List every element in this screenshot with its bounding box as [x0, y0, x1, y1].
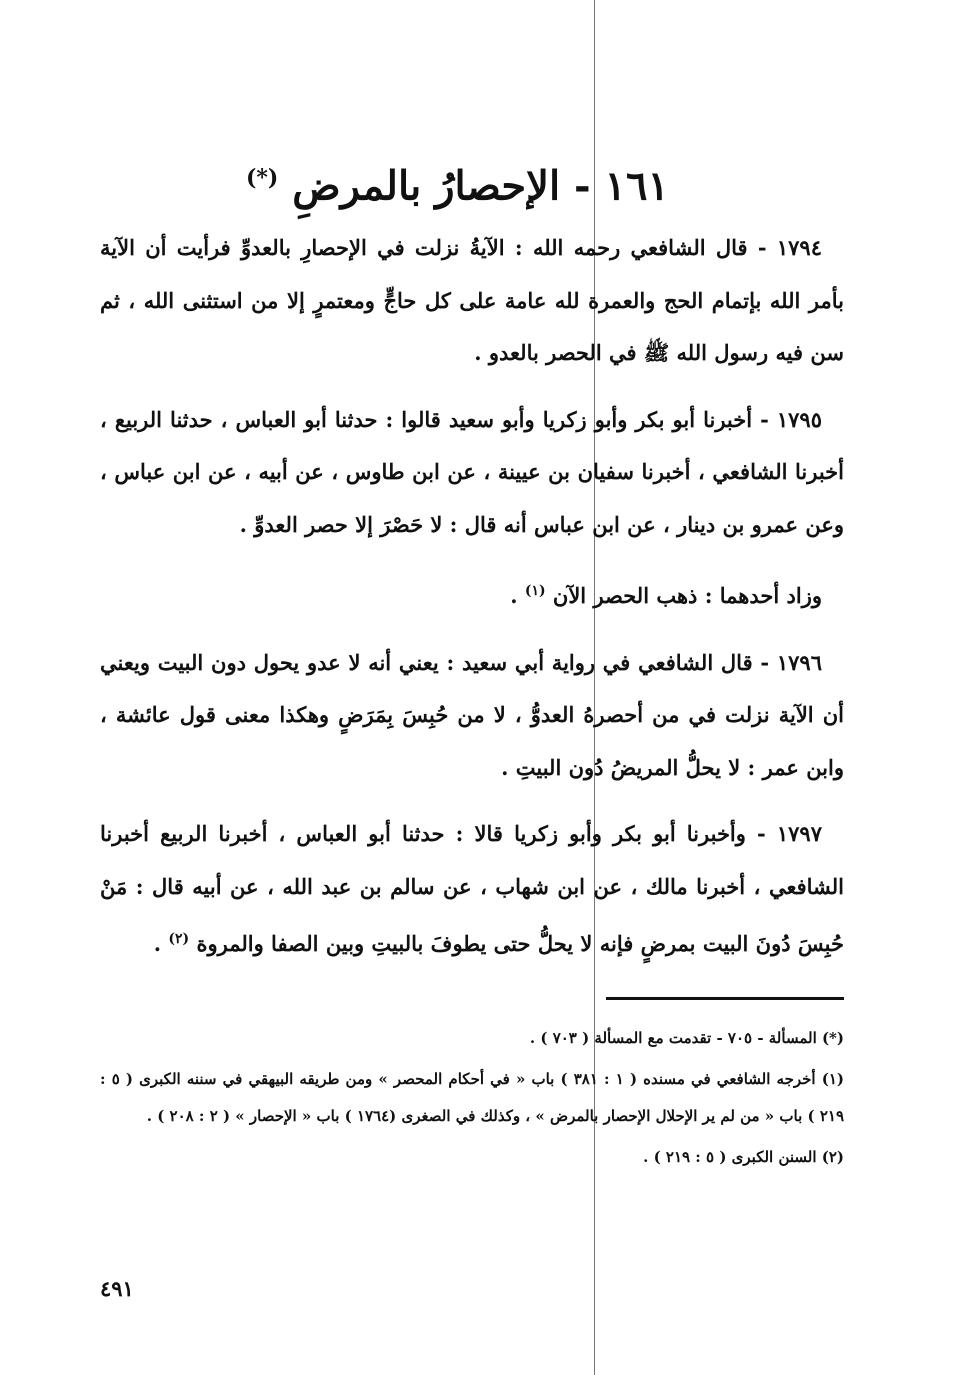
footnote-ref-1: (١): [524, 583, 546, 599]
page-number: ٤٩١: [100, 1276, 134, 1301]
paragraph-1794: ١٧٩٤ - قال الشافعي رحمه الله : الآيةُ نزلت في الإحصارِ بالعدوِّ فرأيت أن الآية بأمر الله بإتمام الحج والعمرة لله عامة على كل حاجٍّ ومعتمرٍ إلا من استثنى الله ، ثم سن فيه رسول الله ﷺ في الحصر بالعدو .: [100, 235, 844, 365]
footnote-ref-2: (٢): [168, 931, 190, 947]
paragraph-1797: [100, 808, 844, 971]
chapter-number: ١٦١: [604, 162, 669, 210]
chapter-title: [246, 148, 669, 216]
paragraph-1797-text: ١٧٩٧ - وأخبرنا أبو بكر وأبو زكريا قالا : حدثنا أبو العباس ، أخبرنا الربيع أخبرنا الشافعي ، أخبرنا مالك ، عن ابن شهاب ، عن سالم بن عبد الله ، عن أبيه قال : مَنْ حُبِسَ دُونَ البيت بمرضٍ فإنه لا يحلُّ حتى يطوفَ بالبيتِ وبين الصفا والمروة: [100, 821, 844, 956]
footnote-2: (٢) السنن الكبرى ( ٥ : ٢١٩ ) .: [643, 1148, 844, 1166]
footnote-divider: [606, 997, 844, 1000]
body-text: [100, 222, 844, 985]
paragraph-1797-end: .: [153, 931, 162, 956]
paragraph-addition-text: وزاد أحدهما : ذهب الحصر الآن: [552, 583, 822, 608]
paragraph-addition-end: .: [510, 583, 518, 608]
chapter-dash: -: [574, 162, 591, 210]
chapter-footnote-mark: (*): [245, 165, 279, 191]
chapter-title-text: الإحصارُ بالمرضِ: [292, 162, 561, 210]
footnote-1: (١) أخرجه الشافعي في مسنده ( ١ : ٣٨١ ) باب « في أحكام المحصر » ومن طريقه البيهقي في سننه الكبرى ( ٥ : ٢١٩ ) باب « من لم ير الإحلال الإحصار بالمرض » ، وكذلك في الصغرى (١٧٦٤ ) باب « الإحصار » ( ٢ : ٢٠٨ ) .: [100, 1070, 844, 1125]
footnote-star: (*) المسألة - ٧٠٥ - تقدمت مع المسألة ( ٧٠٣ ) .: [529, 1029, 844, 1047]
paragraph-addition: [100, 565, 844, 623]
book-page: [100, 0, 844, 1375]
paragraph-1796: ١٧٩٦ - قال الشافعي في رواية أبي سعيد : يعني أنه لا عدو يحول دون البيت ويعني أن الآية نزلت في من أحصرهُ العدوُّ ، لا من حُبِسَ بِمَرَضٍ وهكذا معنى قول عائشة ، وابن عمر : لا يحلُّ المريضُ دُون البيتِ .: [100, 649, 844, 780]
footnotes: [100, 1020, 844, 1180]
paragraph-1795: ١٧٩٥ - أخبرنا أبو بكر وأبو زكريا وأبو سعيد قالوا : حدثنا أبو العباس ، حدثنا الربيع ، أخبرنا الشافعي ، أخبرنا سفيان بن عيينة ، عن ابن طاوس ، عن أبيه ، عن ابن عباس ، وعن عمرو بن دينار ، عن ابن عباس أنه قال : لا حَصْرَ إلا حصر العدوِّ .: [100, 406, 844, 537]
